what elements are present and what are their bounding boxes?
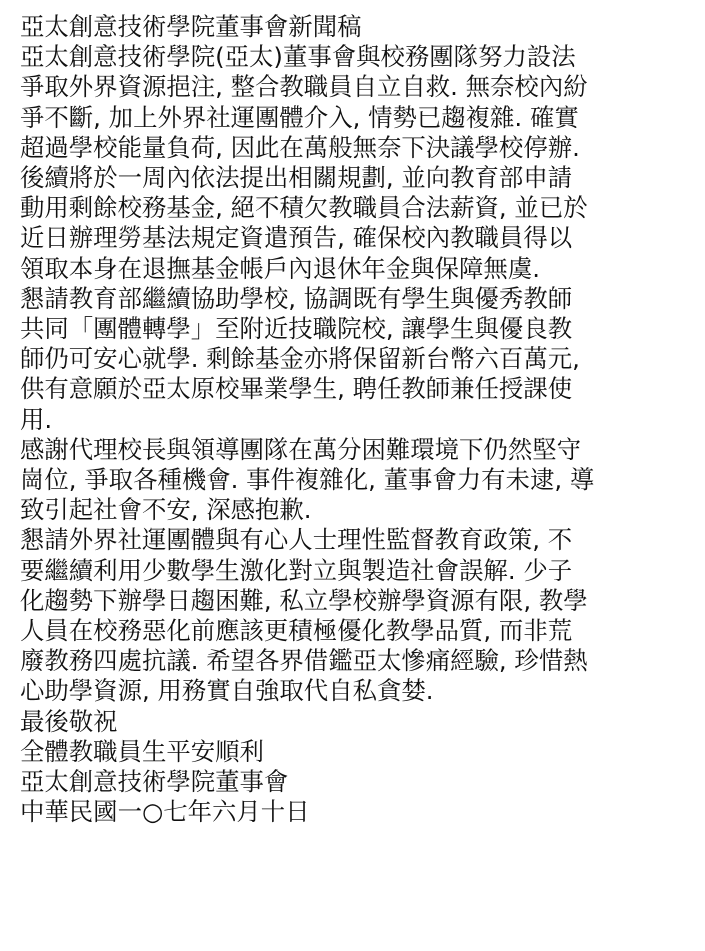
text-line: 人員在校務惡化前應該更積極優化教學品質, 而非荒 [20, 616, 573, 646]
text-line: 爭不斷, 加上外界社運團體介入, 情勢已趨複雜. 確實 [20, 102, 579, 132]
text-line: 用. [20, 404, 53, 434]
text-line: 共同「團體轉學」至附近技職院校, 讓學生與優良教 [20, 314, 573, 344]
closing-wish: 全體教職員生平安順利 [20, 736, 264, 766]
text-line: 化趨勢下辦學日趨困難, 私立學校辦學資源有限, 教學 [20, 585, 588, 615]
text-line: 領取本身在退撫基金帳戶內退休年金與保障無虞. [20, 253, 540, 283]
text-line: 懇請教育部繼續協助學校, 協調既有學生與優秀教師 [20, 283, 573, 313]
text-line: 供有意願於亞太原校畢業學生, 聘任教師兼任授課使 [20, 374, 573, 404]
text-line: 近日辦理勞基法規定資遣預告, 確保校內教職員得以 [20, 223, 573, 253]
text-line: 崗位, 爭取各種機會. 事件複雜化, 董事會力有未逮, 導 [20, 465, 595, 495]
text-line: 後續將於一周內依法提出相關規劃, 並向教育部申請 [20, 163, 573, 193]
document-date: 中華民國一○七年六月十日 [20, 797, 310, 827]
text-line: 超過學校能量負荷, 因此在萬般無奈下決議學校停辦. [20, 132, 580, 162]
text-line: 亞太創意技術學院(亞太)董事會與校務團隊努力設法 [20, 42, 576, 72]
press-release-document [20, 12, 692, 827]
signatory: 亞太創意技術學院董事會 [20, 767, 289, 797]
text-line: 動用剩餘校務基金, 絕不積欠教職員合法薪資, 並已於 [20, 193, 588, 223]
text-line: 爭取外界資源挹注, 整合教職員自立自救. 無奈校內紛 [20, 72, 588, 102]
document-title: 亞太創意技術學院董事會新聞稿 [20, 12, 362, 41]
text-line: 心助學資源, 用務實自強取代自私貪婪. [20, 676, 434, 706]
text-line: 要繼續利用少數學生激化對立與製造社會誤解. 少子 [20, 555, 573, 585]
text-line: 感謝代理校長與領導團隊在萬分困難環境下仍然堅守 [20, 434, 581, 464]
text-line: 師仍可安心就學. 剩餘基金亦將保留新台幣六百萬元, [20, 344, 580, 374]
closing-salutation: 最後敬祝 [20, 706, 118, 736]
text-line: 致引起社會不安, 深感抱歉. [20, 495, 312, 525]
text-line: 懇請外界社運團體與有心人士理性監督教育政策, 不 [20, 525, 573, 555]
text-line: 廢教務四處抗議. 希望各界借鑑亞太慘痛經驗, 珍惜熱 [20, 646, 588, 676]
